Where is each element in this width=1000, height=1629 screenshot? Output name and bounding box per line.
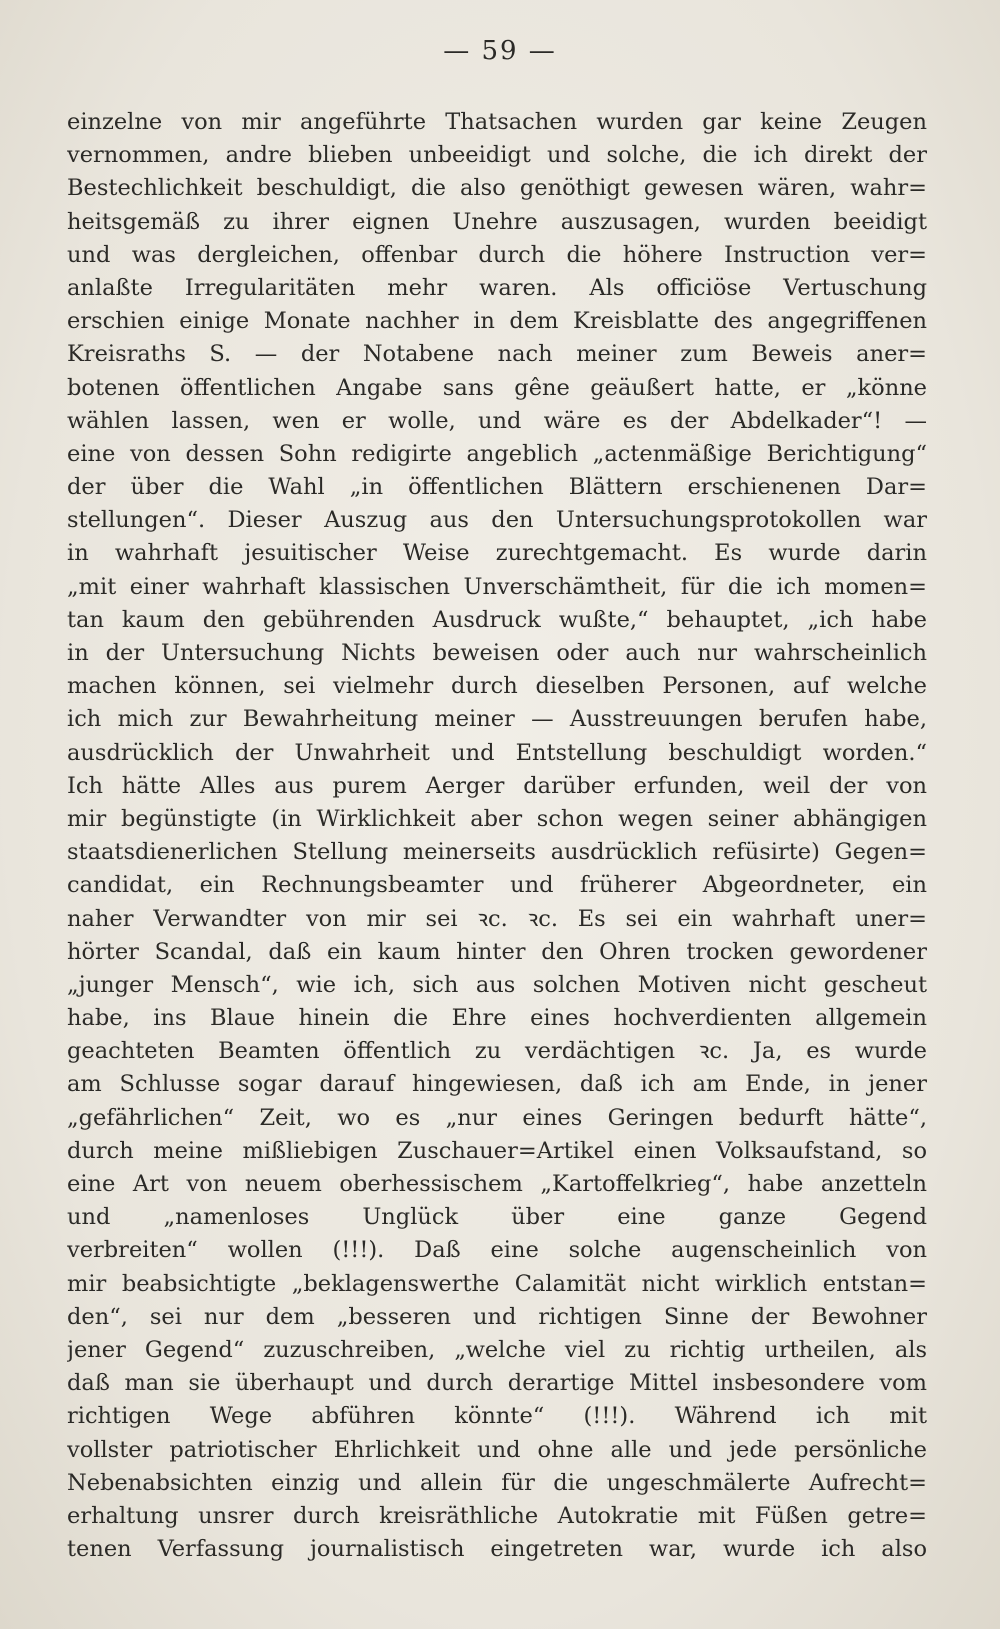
- text-line: in der Untersuchung Nichts beweisen oder auch nur wahrscheinlich: [67, 640, 927, 666]
- text-line: jener Gegend“ zuzuschreiben, „welche viel zu richtig urtheilen, als: [67, 1336, 927, 1363]
- text-line: tenen Verfassung journalistisch eingetreten war, wurde ich also: [67, 1536, 927, 1563]
- text-line: geachteten Beamten öffentlich zu verdächtigen ꝛc. Ja, es wurde: [67, 1038, 927, 1065]
- text-line: staatsdienerlichen Stellung meinerseits ausdrücklich refüsirte) Gegen=: [67, 839, 927, 866]
- text-line: tan kaum den gebührenden Ausdruck wußte,“ behauptet, „ich habe: [67, 606, 927, 633]
- text-line: „junger Mensch“, wie ich, sich aus solchen Motiven nicht gescheut: [67, 971, 927, 998]
- text-line: ich mich zur Bewahrheitung meiner — Ausstreuungen berufen habe,: [67, 706, 927, 733]
- text-line: ausdrücklich der Unwahrheit und Entstellung beschuldigt worden.“: [67, 739, 927, 766]
- text-line: verbreiten“ wollen (!!!). Daß eine solche augenscheinlich von: [67, 1237, 927, 1264]
- text-line: richtigen Wege abführen könnte“ (!!!). Während ich mit: [67, 1403, 927, 1430]
- text-line: candidat, ein Rechnungsbeamter und früherer Abgeordneter, ein: [67, 872, 927, 899]
- text-line: mir begünstigte (in Wirklichkeit aber schon wegen seiner abhängigen: [67, 805, 927, 832]
- text-line: Bestechlichkeit beschuldigt, die also genöthigt gewesen wären, wahr=: [67, 175, 927, 202]
- text-line: hörter Scandal, daß ein kaum hinter den Ohren trocken gewordener: [67, 938, 927, 965]
- text-line: „gefährlichen“ Zeit, wo es „nur eines Geringen bedurft hätte“,: [67, 1104, 927, 1131]
- text-line: der über die Wahl „in öffentlichen Blättern erschienenen Dar=: [67, 474, 927, 501]
- text-line: einzelne von mir angeführte Thatsachen wurden gar keine Zeugen: [67, 109, 927, 135]
- text-line: stellungen“. Dieser Auszug aus den Untersuchungsprotokollen war: [67, 507, 927, 534]
- text-line: durch meine mißliebigen Zuschauer=Artikel einen Volksaufstand, so: [67, 1137, 927, 1164]
- text-line: mir beabsichtigte „beklagenswerthe Calamität nicht wirklich entstan=: [67, 1270, 927, 1297]
- page-number: — 59 —: [443, 36, 557, 66]
- text-line: am Schlusse sogar darauf hingewiesen, daß ich am Ende, in jener: [67, 1071, 927, 1098]
- text-line: anlaßte Irregularitäten mehr waren. Als officiöse Vertuschung: [67, 274, 927, 301]
- text-line: in wahrhaft jesuitischer Weise zurechtgemacht. Es wurde darin: [67, 540, 927, 567]
- text-line: machen können, sei vielmehr durch dieselben Personen, auf welche: [67, 673, 927, 700]
- text-line: eine von dessen Sohn redigirte angeblich „actenmäßige Berichtigung“: [67, 440, 927, 467]
- text-line: und was dergleichen, offenbar durch die höhere Instruction ver=: [67, 241, 927, 268]
- text-line: heitsgemäß zu ihrer eignen Unehre auszusagen, wurden beeidigt: [67, 208, 927, 235]
- text-line: botenen öffentlichen Angabe sans gêne geäußert hatte, er „könne: [67, 374, 927, 401]
- text-line: daß man sie überhaupt und durch derartige Mittel insbesondere vom: [67, 1370, 927, 1397]
- text-line: erschien einige Monate nachher in dem Kreisblatte des angegriffenen: [67, 308, 927, 335]
- body-text: [67, 106, 927, 1566]
- text-line: naher Verwandter von mir sei ꝛc. ꝛc. Es sei ein wahrhaft uner=: [67, 905, 927, 932]
- text-line: eine Art von neuem oberhessischem „Kartoffelkrieg“, habe anzetteln: [67, 1171, 927, 1197]
- text-line: erhaltung unsrer durch kreisräthliche Autokratie mit Füßen getre=: [67, 1502, 927, 1529]
- text-line: Nebenabsichten einzig und allein für die ungeschmälerte Aufrecht=: [67, 1469, 927, 1496]
- text-line: „mit einer wahrhaft klassischen Unverschämtheit, für die ich momen=: [67, 573, 927, 600]
- text-line: den“, sei nur dem „besseren und richtigen Sinne der Bewohner: [67, 1303, 927, 1330]
- text-line: Kreisraths S. — der Notabene nach meiner zum Beweis aner=: [67, 341, 927, 368]
- text-line: vollster patriotischer Ehrlichkeit und ohne alle und jede persönliche: [67, 1436, 927, 1463]
- text-line: und „namenloses Unglück über eine ganze Gegend: [67, 1204, 927, 1231]
- text-line: habe, ins Blaue hinein die Ehre eines hochverdienten allgemein: [67, 1005, 927, 1032]
- text-line: Ich hätte Alles aus purem Aerger darüber erfunden, weil der von: [67, 772, 927, 799]
- text-line: wählen lassen, wen er wolle, und wäre es der Abdelkader“! —: [67, 407, 927, 434]
- text-line: vernommen, andre blieben unbeeidigt und solche, die ich direkt der: [67, 142, 927, 169]
